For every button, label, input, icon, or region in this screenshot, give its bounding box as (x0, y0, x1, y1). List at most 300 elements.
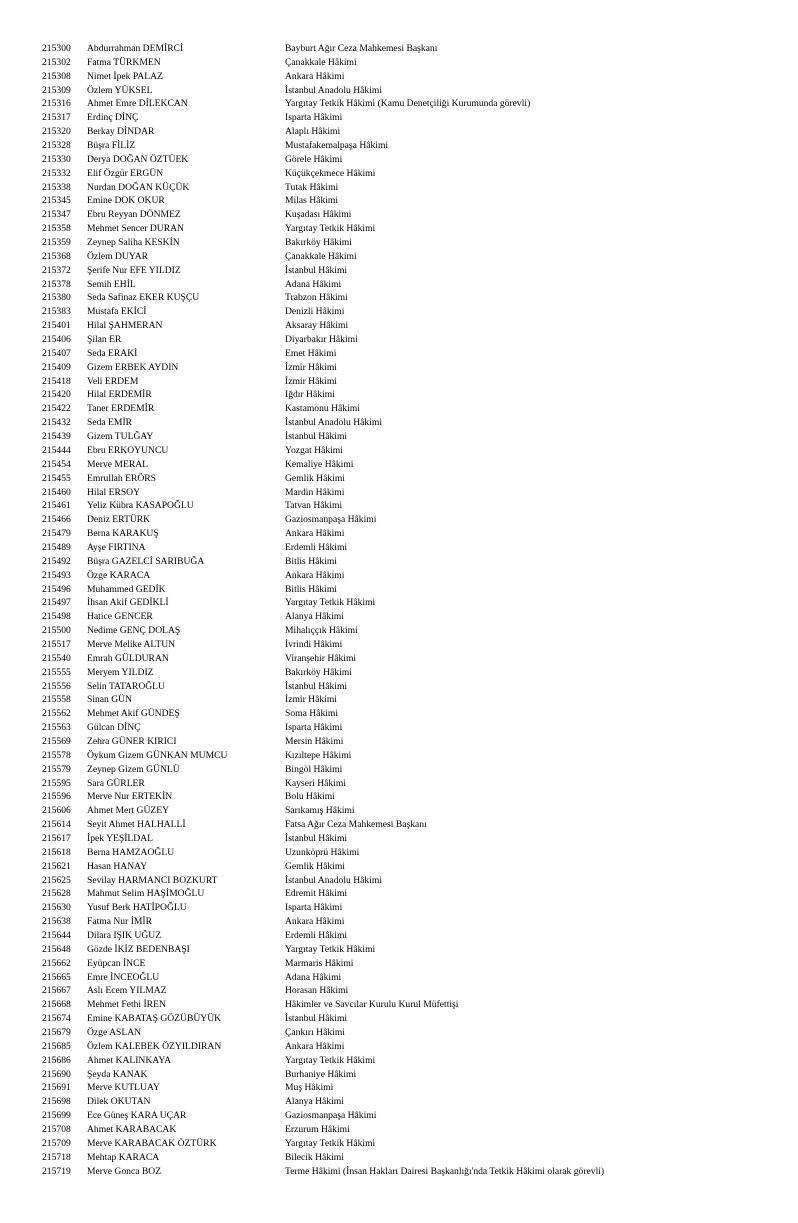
assigned-position: Kemaliye Hâkimi (285, 458, 354, 470)
list-item (0, 1054, 798, 1068)
person-name: Dilek OKUTAN (87, 1096, 151, 1108)
person-name: Sara GÜRLER (87, 777, 145, 789)
registry-number: 215338 (42, 181, 71, 193)
list-item (0, 1165, 798, 1179)
person-name: Abdurrahman DEMİRCİ (87, 43, 184, 54)
assigned-position: Ankara Hâkimi (285, 569, 345, 581)
assigned-position: Fatsa Ağır Ceza Mahkemesi Başkanı (285, 819, 427, 831)
registry-number: 215493 (42, 569, 71, 581)
assigned-position: Kastamonu Hâkimi (285, 403, 360, 415)
registry-number: 215556 (42, 680, 71, 692)
assigned-position: Isparta Hâkimi (285, 902, 343, 914)
list-item (0, 818, 798, 832)
registry-number: 215461 (42, 500, 71, 512)
person-name: Dilara IŞIK UĞUZ (87, 930, 162, 941)
registry-number: 215358 (42, 223, 71, 235)
assigned-position: Ankara Hâkimi (285, 1040, 345, 1052)
assigned-position: Aksaray Hâkimi (285, 320, 349, 332)
person-name: Özlem YÜKSEL (87, 84, 153, 96)
assigned-position: Edremit Hâkimi (285, 888, 348, 900)
assigned-position: Hâkimler ve Savcılar Kurulu Kurul Müfettişi (285, 999, 459, 1011)
person-name: Ebru ERKOYUNCU (87, 444, 169, 456)
list-item (0, 1012, 798, 1026)
person-name: Zeynep Saliha KESKİN (87, 237, 180, 249)
registry-number: 215347 (42, 209, 71, 221)
list-item (0, 222, 798, 236)
registry-number: 215690 (42, 1068, 71, 1080)
assigned-position: Yargıtay Tetkik Hâkimi (285, 597, 376, 609)
person-name: Semih EHİL (87, 278, 136, 290)
appointment-list (0, 42, 798, 1178)
registry-number: 215617 (42, 832, 71, 844)
list-item (0, 70, 798, 84)
person-name: Ahmet Mert GÜZEY (87, 805, 170, 817)
person-name: Muhammed GEDİK (87, 583, 166, 595)
list-item (0, 638, 798, 652)
list-item (0, 1151, 798, 1165)
assigned-position: Diyarbakır Hâkimi (285, 334, 358, 346)
list-item (0, 735, 798, 749)
registry-number: 215517 (42, 638, 71, 650)
assigned-position: Gaziosmanpaşa Hâkimi (285, 514, 377, 526)
person-name: Özge ASLAN (87, 1027, 142, 1039)
person-name: Gözde İKİZ BEDENBAŞI (87, 943, 190, 955)
assigned-position: Kayseri Hâkimi (285, 777, 347, 789)
registry-number: 215718 (42, 1151, 71, 1163)
list-item (0, 499, 798, 513)
registry-number: 215628 (42, 888, 71, 900)
list-item (0, 874, 798, 888)
registry-number: 215330 (42, 153, 71, 165)
person-name: Hilal ERSOY (87, 486, 141, 498)
assigned-position: Ankara Hâkimi (285, 528, 345, 540)
list-item (0, 693, 798, 707)
list-item (0, 777, 798, 791)
registry-number: 215372 (42, 264, 71, 276)
registry-number: 215668 (42, 999, 71, 1011)
registry-number: 215454 (42, 458, 71, 470)
person-name: Emine DOK OKUR (87, 195, 165, 207)
registry-number: 215719 (42, 1165, 71, 1177)
list-item (0, 763, 798, 777)
assigned-position: İzmir Hâkimi (285, 361, 337, 373)
assigned-position: Alanya Hâkimi (285, 1096, 344, 1108)
registry-number: 215308 (42, 70, 71, 82)
assigned-position: Bingöl Hâkimi (285, 763, 343, 775)
list-item (0, 486, 798, 500)
list-item (0, 305, 798, 319)
assigned-position: Bilecik Hâkimi (285, 1151, 344, 1163)
assigned-position: İzmir Hâkimi (285, 375, 337, 387)
list-item (0, 569, 798, 583)
person-name: Gülcan DİNÇ (87, 722, 141, 734)
registry-number: 215596 (42, 791, 71, 803)
person-name: Sinan GÜN (87, 694, 133, 706)
person-name: Zeynep Gizem GÜNLÜ (87, 763, 180, 775)
registry-number: 215432 (42, 417, 71, 429)
person-name: Seda Safinaz EKER KUŞÇU (87, 292, 200, 304)
registry-number: 215500 (42, 625, 71, 637)
assigned-position: İvrindi Hâkimi (285, 638, 343, 650)
list-item (0, 971, 798, 985)
list-item (0, 84, 798, 98)
registry-number: 215606 (42, 805, 71, 817)
person-name: Özlem KALEBEK ÖZYILDIRAN (87, 1040, 222, 1052)
person-name: Fatma Nur İMİR (87, 916, 153, 928)
person-name: Merve MERAL (87, 458, 149, 470)
list-item (0, 430, 798, 444)
assigned-position: Gaziosmanpaşa Hâkimi (285, 1110, 377, 1122)
person-name: Hatice GENCER (87, 611, 153, 623)
assigned-position: Alaplı Hâkimi (285, 126, 341, 138)
person-name: Merve Melike ALTUN (87, 638, 176, 650)
registry-number: 215345 (42, 195, 71, 207)
list-item (0, 998, 798, 1012)
registry-number: 215644 (42, 930, 71, 941)
assigned-position: Çankırı Hâkimi (285, 1027, 345, 1039)
person-name: Taner ERDEMİR (87, 403, 155, 415)
registry-number: 215595 (42, 777, 71, 789)
assigned-position: İstanbul Anadolu Hâkimi (285, 417, 382, 429)
assigned-position: İstanbul Hâkimi (285, 832, 348, 844)
list-item (0, 139, 798, 153)
registry-number: 215665 (42, 971, 71, 983)
list-item (0, 416, 798, 430)
registry-number: 215569 (42, 735, 71, 747)
person-name: Emrullah ERÖRS (87, 472, 157, 484)
person-name: Merve Gonca BOZ (87, 1165, 162, 1177)
person-name: Seda ERAKİ (87, 347, 138, 359)
person-name: Şerife Nur EFE YILDIZ (87, 264, 181, 276)
person-name: Emine KABATAŞ GÖZÜBÜYÜK (87, 1013, 222, 1025)
list-item (0, 167, 798, 181)
assigned-position: İzmir Hâkimi (285, 694, 337, 706)
person-name: Yusuf Berk HATİPOĞLU (87, 902, 187, 914)
person-name: Selin TATAROĞLU (87, 680, 165, 692)
person-name: Mehmet Fethi İREN (87, 999, 166, 1011)
person-name: Nurdan DOĞAN KÜÇÜK (87, 181, 190, 193)
list-item (0, 1081, 798, 1095)
list-item (0, 402, 798, 416)
registry-number: 215691 (42, 1082, 71, 1094)
person-name: Berkay DİNDAR (87, 126, 155, 138)
assigned-position: Bakırköy Hâkimi (285, 666, 352, 678)
list-item (0, 583, 798, 597)
assigned-position: Bakırköy Hâkimi (285, 237, 352, 249)
person-name: Hilal ERDEMİR (87, 389, 152, 401)
assigned-position: Yargıtay Tetkik Hâkimi (285, 943, 376, 955)
person-name: Gizem ERBEK AYDIN (87, 361, 179, 373)
person-name: Erdinç DİNÇ (87, 112, 139, 124)
list-item (0, 652, 798, 666)
registry-number: 215332 (42, 167, 71, 179)
assigned-position: İstanbul Anadolu Hâkimi (285, 874, 382, 886)
assigned-position: Küçükçekmece Hâkimi (285, 167, 376, 179)
list-item (0, 347, 798, 361)
assigned-position: Sarıkamış Hâkimi (285, 805, 355, 817)
registry-number: 215460 (42, 486, 71, 498)
registry-number: 215621 (42, 860, 71, 872)
registry-number: 215709 (42, 1137, 71, 1149)
assigned-position: Yargıtay Tetkik Hâkimi (285, 223, 376, 235)
person-name: Yeliz Kübra KASAPOĞLU (87, 500, 194, 512)
assigned-position: Viranşehir Hâkimi (285, 652, 357, 664)
list-item (0, 957, 798, 971)
assigned-position: Tutak Hâkimi (285, 181, 339, 193)
list-item (0, 361, 798, 375)
person-name: Aslı Ecem YILMAZ (87, 985, 167, 997)
list-item (0, 721, 798, 735)
registry-number: 215302 (42, 56, 71, 68)
person-name: Hilal ŞAHMERAN (87, 320, 163, 332)
list-item (0, 707, 798, 721)
list-item (0, 125, 798, 139)
list-item (0, 680, 798, 694)
assigned-position: Gemlik Hâkimi (285, 472, 345, 484)
registry-number: 215444 (42, 444, 71, 456)
person-name: Ahmet Emre DİLEKCAN (87, 98, 188, 110)
list-item (0, 832, 798, 846)
person-name: Mehtap KARACA (87, 1151, 160, 1163)
registry-number: 215496 (42, 583, 71, 595)
list-item (0, 984, 798, 998)
assigned-position: İstanbul Anadolu Hâkimi (285, 84, 382, 96)
list-item (0, 56, 798, 70)
person-name: Mustafa EKİCİ (87, 306, 147, 318)
registry-number: 215667 (42, 985, 71, 997)
person-name: Berna HAMZAOĞLU (87, 846, 175, 858)
person-name: Mahmut Selim HAŞİMOĞLU (87, 888, 205, 900)
registry-number: 215401 (42, 320, 71, 332)
assigned-position: Yozgat Hâkimi (285, 444, 343, 456)
list-item (0, 1040, 798, 1054)
assigned-position: Yargıtay Tetkik Hâkimi (Kamu Denetçiliği Kurumunda görevli) (285, 98, 531, 110)
assigned-position: İstanbul Hâkimi (285, 431, 348, 443)
registry-number: 215662 (42, 957, 71, 969)
list-item (0, 236, 798, 250)
list-item (0, 1123, 798, 1137)
registry-number: 215498 (42, 611, 71, 623)
list-item (0, 804, 798, 818)
registry-number: 215625 (42, 874, 71, 886)
registry-number: 215418 (42, 375, 71, 387)
registry-number: 215497 (42, 597, 71, 609)
registry-number: 215380 (42, 292, 71, 304)
person-name: Seyit Ahmet HALHALLİ (87, 819, 186, 831)
list-item (0, 181, 798, 195)
list-item (0, 291, 798, 305)
list-item (0, 111, 798, 125)
assigned-position: Yargıtay Tetkik Hâkimi (285, 1137, 376, 1149)
registry-number: 215317 (42, 112, 71, 124)
registry-number: 215383 (42, 306, 71, 318)
assigned-position: Bolu Hâkimi (285, 791, 335, 803)
assigned-position: Gemlik Hâkimi (285, 860, 345, 872)
registry-number: 215309 (42, 84, 71, 96)
registry-number: 215563 (42, 722, 71, 734)
registry-number: 215699 (42, 1110, 71, 1122)
person-name: Özlem DUYAR (87, 250, 149, 262)
assigned-position: Çanakkale Hâkimi (285, 250, 357, 262)
assigned-position: Mardin Hâkimi (285, 486, 345, 498)
assigned-position: Trabzon Hâkimi (285, 292, 348, 304)
person-name: İhsan Akif GEDİKLİ (87, 597, 169, 609)
list-item (0, 444, 798, 458)
list-item (0, 790, 798, 804)
list-item (0, 319, 798, 333)
assigned-position: Görele Hâkimi (285, 153, 343, 165)
person-name: Berna KARAKUŞ (87, 528, 159, 540)
registry-number: 215300 (42, 43, 71, 54)
registry-number: 215407 (42, 347, 71, 359)
registry-number: 215638 (42, 916, 71, 928)
list-item (0, 42, 798, 56)
person-name: Özge KARACA (87, 569, 151, 581)
person-name: Derya DOĞAN ÖZTÜEK (87, 153, 189, 165)
registry-number: 215320 (42, 126, 71, 138)
person-name: Mehmet Sencer DURAN (87, 223, 184, 235)
registry-number: 215558 (42, 694, 71, 706)
person-name: Veli ERDEM (87, 375, 139, 387)
person-name: Öykum Gizem GÜNKAN MUMCU (87, 749, 228, 761)
assigned-position: Alanya Hâkimi (285, 611, 344, 623)
assigned-position: Denizli Hâkimi (285, 306, 345, 318)
list-item (0, 929, 798, 943)
assigned-position: Adana Hâkimi (285, 971, 342, 983)
assigned-position: Yargıtay Tetkik Hâkimi (285, 1054, 376, 1066)
assigned-position: Adana Hâkimi (285, 278, 342, 290)
list-item (0, 194, 798, 208)
list-item (0, 901, 798, 915)
assigned-position: Erzurum Hâkimi (285, 1124, 350, 1136)
assigned-position: Erdemli Hâkimi (285, 930, 348, 941)
assigned-position: Milas Hâkimi (285, 195, 339, 207)
list-item (0, 1068, 798, 1082)
registry-number: 215708 (42, 1124, 71, 1136)
person-name: Fatma TÜRKMEN (87, 56, 161, 68)
person-name: Eyüpcan İNCE (87, 957, 146, 969)
person-name: Elif Özgür ERGÜN (87, 167, 164, 179)
registry-number: 215674 (42, 1013, 71, 1025)
list-item (0, 555, 798, 569)
person-name: Hasan HANAY (87, 860, 148, 872)
registry-number: 215685 (42, 1040, 71, 1052)
registry-number: 215578 (42, 749, 71, 761)
assigned-position: Mihalıççık Hâkimi (285, 625, 358, 637)
assigned-position: Soma Hâkimi (285, 708, 339, 720)
registry-number: 215686 (42, 1054, 71, 1066)
list-item (0, 624, 798, 638)
assigned-position: Terme Hâkimi (İnsan Hakları Dairesi Başkanlığı'nda Tetkik Hâkimi olarak görevli) (285, 1165, 605, 1177)
registry-number: 215492 (42, 555, 71, 567)
assigned-position: Horasan Hâkimi (285, 985, 349, 997)
person-name: Ahmet KARABACAK (87, 1124, 177, 1136)
list-item (0, 333, 798, 347)
assigned-position: Kuşadası Hâkimi (285, 209, 352, 221)
registry-number: 215630 (42, 902, 71, 914)
assigned-position: İstanbul Hâkimi (285, 1013, 348, 1025)
person-name: Büşra FİLİZ (87, 140, 136, 152)
list-item (0, 458, 798, 472)
registry-number: 215439 (42, 431, 71, 443)
assigned-position: Emet Hâkimi (285, 347, 337, 359)
list-item (0, 541, 798, 555)
person-name: Gizem TULĞAY (87, 431, 154, 443)
person-name: Mehmet Akif GÜNDEŞ (87, 708, 180, 720)
assigned-position: Erdemli Hâkimi (285, 541, 348, 553)
list-item (0, 846, 798, 860)
person-name: Sevilay HARMANCI BOZKURT (87, 874, 218, 886)
person-name: Ece Güneş KARA UÇAR (87, 1110, 187, 1122)
registry-number: 215555 (42, 666, 71, 678)
registry-number: 215420 (42, 389, 71, 401)
person-name: Ahmet KALINKAYA (87, 1054, 172, 1066)
person-name: Nedime GENÇ DOLAŞ (87, 625, 181, 637)
registry-number: 215328 (42, 140, 71, 152)
registry-number: 215406 (42, 334, 71, 346)
assigned-position: Mersin Hâkimi (285, 735, 344, 747)
person-name: Şeyda KANAK (87, 1068, 148, 1080)
assigned-position: Kızıltepe Hâkimi (285, 749, 352, 761)
person-name: Şilan ER (87, 334, 122, 346)
list-item (0, 1137, 798, 1151)
list-item (0, 97, 798, 111)
list-item (0, 208, 798, 222)
registry-number: 215378 (42, 278, 71, 290)
registry-number: 215316 (42, 98, 71, 110)
list-item (0, 915, 798, 929)
assigned-position: Çanakkale Hâkimi (285, 56, 357, 68)
assigned-position: Ankara Hâkimi (285, 916, 345, 928)
assigned-position: Tatvan Hâkimi (285, 500, 343, 512)
person-name: Ebru Reyyan DÖNMEZ (87, 209, 181, 221)
list-item (0, 264, 798, 278)
person-name: Ayşe FIRTINA (87, 541, 146, 553)
assigned-position: Ankara Hâkimi (285, 70, 345, 82)
list-item (0, 749, 798, 763)
registry-number: 215466 (42, 514, 71, 526)
list-item (0, 666, 798, 680)
assigned-position: Uzunköprü Hâkimi (285, 846, 360, 858)
registry-number: 215679 (42, 1027, 71, 1039)
list-item (0, 513, 798, 527)
person-name: Deniz ERTÜRK (87, 514, 151, 526)
assigned-position: Iğdır Hâkimi (285, 389, 335, 401)
registry-number: 215455 (42, 472, 71, 484)
list-item (0, 388, 798, 402)
assigned-position: İstanbul Hâkimi (285, 680, 348, 692)
list-item (0, 887, 798, 901)
registry-number: 215614 (42, 819, 71, 831)
registry-number: 215540 (42, 652, 71, 664)
registry-number: 215409 (42, 361, 71, 373)
list-item (0, 472, 798, 486)
list-item (0, 610, 798, 624)
assigned-position: Muş Hâkimi (285, 1082, 334, 1094)
person-name: Zehra GÜNER KIRICI (87, 735, 177, 747)
person-name: Merve KARABACAK ÖZTÜRK (87, 1137, 217, 1149)
person-name: Emre İNCEOĞLU (87, 971, 160, 983)
list-item (0, 527, 798, 541)
list-item (0, 250, 798, 264)
assigned-position: Bitlis Hâkimi (285, 583, 337, 595)
registry-number: 215698 (42, 1096, 71, 1108)
registry-number: 215562 (42, 708, 71, 720)
assigned-position: İstanbul Hâkimi (285, 264, 348, 276)
person-name: Merve Nur ERTEKİN (87, 791, 173, 803)
person-name: Emrah GÜLDURAN (87, 652, 169, 664)
person-name: Seda EMİR (87, 417, 133, 429)
